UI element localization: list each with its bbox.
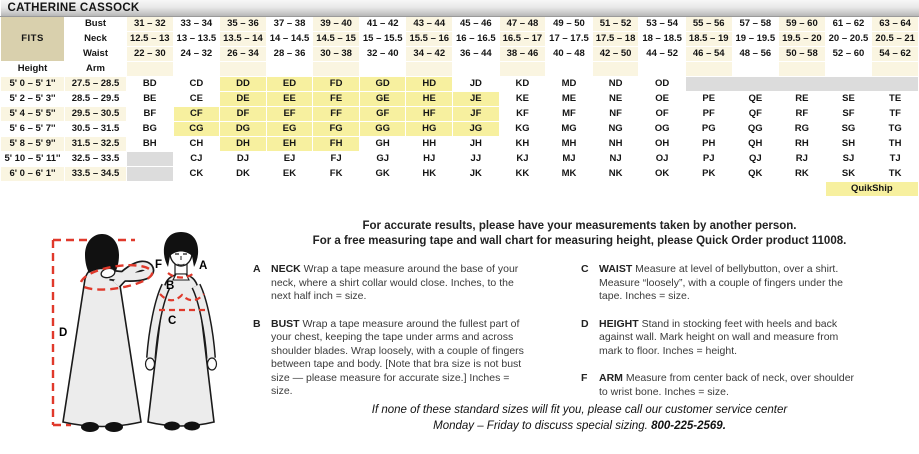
unavailable-cell	[127, 151, 174, 166]
measure-range-cell: 51 – 52	[592, 16, 639, 31]
size-code: MF	[546, 106, 593, 121]
size-code: FF	[313, 106, 360, 121]
size-code: SG	[825, 121, 872, 136]
measure-range-cell: 22 – 30	[127, 46, 174, 61]
size-code: HJ	[406, 151, 453, 166]
size-code: HD	[406, 76, 453, 91]
measure-label: Bust	[65, 16, 127, 31]
measure-range-cell: 49 – 50	[546, 16, 593, 31]
spacer-cell	[220, 61, 267, 76]
measure-range-cell: 28 – 36	[266, 46, 313, 61]
fits-cell: FITS	[1, 16, 65, 61]
height-arm-header-row	[1, 61, 919, 76]
size-row	[1, 136, 919, 151]
spacer-cell	[592, 61, 639, 76]
measure-range-cell: 15.5 – 16	[406, 31, 453, 46]
measure-range-cell: 34 – 42	[406, 46, 453, 61]
size-code: NG	[592, 121, 639, 136]
size-code: GJ	[359, 151, 406, 166]
spacer-cell	[825, 61, 872, 76]
measure-range-cell: 32 – 40	[359, 46, 406, 61]
size-code: KJ	[499, 151, 546, 166]
label-a: A	[199, 260, 208, 272]
arm-range: 31.5 – 32.5	[65, 136, 127, 151]
size-code: CH	[173, 136, 220, 151]
size-code: ME	[546, 91, 593, 106]
size-code: DK	[220, 166, 267, 181]
size-code: GH	[359, 136, 406, 151]
measure-range-cell: 17.5 – 18	[592, 31, 639, 46]
size-code: CD	[173, 76, 220, 91]
measure-range-cell: 13 – 13.5	[173, 31, 220, 46]
measure-range-cell: 24 – 32	[173, 46, 220, 61]
size-code: PH	[685, 136, 732, 151]
size-code: KF	[499, 106, 546, 121]
size-code: PK	[685, 166, 732, 181]
intro-line-2: For a free measuring tape and wall chart for measuring height, please Quick Order product 11008.	[312, 235, 847, 247]
height-range: 5' 2 – 5' 3''	[1, 91, 65, 106]
size-code: OF	[639, 106, 686, 121]
instruction-text: WAIST Measure at level of bellybutton, over a shirt. Measure “loosely”, with a couple of fingers under the tape. Inches = size.	[599, 263, 843, 302]
measure-range-cell: 46 – 54	[685, 46, 732, 61]
size-code: GD	[359, 76, 406, 91]
measure-range-cell: 43 – 44	[406, 16, 453, 31]
size-code: TK	[872, 166, 919, 181]
size-code: CK	[173, 166, 220, 181]
measure-range-cell: 63 – 64	[872, 16, 919, 31]
instruction-item	[581, 263, 893, 304]
spacer-cell	[499, 61, 546, 76]
size-code: OE	[639, 91, 686, 106]
size-code: CJ	[173, 151, 220, 166]
size-code: EF	[266, 106, 313, 121]
measure-range-cell: 20.5 – 21	[872, 31, 919, 46]
size-code: SE	[825, 91, 872, 106]
size-code: CG	[173, 121, 220, 136]
size-code: RG	[779, 121, 826, 136]
size-code: DH	[220, 136, 267, 151]
size-code: OH	[639, 136, 686, 151]
spacer-cell	[359, 61, 406, 76]
size-code: MG	[546, 121, 593, 136]
measure-range-cell: 45 – 46	[453, 16, 500, 31]
arm-range: 28.5 – 29.5	[65, 91, 127, 106]
size-code: TG	[872, 121, 919, 136]
spacer-cell	[266, 61, 313, 76]
size-code: QJ	[732, 151, 779, 166]
arm-range: 33.5 – 34.5	[65, 166, 127, 181]
size-code: QH	[732, 136, 779, 151]
fits-row	[1, 16, 919, 31]
size-code: PF	[685, 106, 732, 121]
size-code: MK	[546, 166, 593, 181]
instruction-letter: A	[253, 263, 261, 275]
label-b: B	[166, 280, 175, 292]
special-sizing-note	[240, 402, 919, 434]
size-code: OG	[639, 121, 686, 136]
arm-header: Arm	[65, 61, 127, 76]
spacer-cell	[872, 61, 919, 76]
unavailable-cell	[685, 76, 918, 91]
size-code: EE	[266, 91, 313, 106]
size-chart-table	[0, 0, 919, 197]
size-code: KE	[499, 91, 546, 106]
size-code: ND	[592, 76, 639, 91]
size-code: PE	[685, 91, 732, 106]
intro-line-1: For accurate results, please have your measurements taken by another person.	[362, 220, 797, 232]
label-c: C	[168, 315, 177, 327]
size-code: PJ	[685, 151, 732, 166]
size-code: HG	[406, 121, 453, 136]
size-code: BG	[127, 121, 174, 136]
size-code: NH	[592, 136, 639, 151]
measure-range-cell: 19.5 – 20	[779, 31, 826, 46]
size-code: JG	[453, 121, 500, 136]
intro-text	[240, 219, 919, 249]
spacer-cell	[313, 61, 360, 76]
measure-range-cell: 14 – 14.5	[266, 31, 313, 46]
measure-range-cell: 14.5 – 15	[313, 31, 360, 46]
instruction-letter: B	[253, 317, 261, 330]
instruction-item	[253, 263, 553, 304]
size-code: BE	[127, 91, 174, 106]
spacer-cell	[127, 61, 174, 76]
size-code: GK	[359, 166, 406, 181]
instruction-term: HEIGHT	[599, 317, 639, 330]
size-code: FH	[313, 136, 360, 151]
measure-range-cell: 39 – 40	[313, 16, 360, 31]
size-chart-body	[1, 0, 919, 196]
size-code: KD	[499, 76, 546, 91]
size-code: FD	[313, 76, 360, 91]
size-code: EK	[266, 166, 313, 181]
size-row	[1, 106, 919, 121]
size-code: NF	[592, 106, 639, 121]
instruction-item	[581, 372, 893, 399]
size-code: EG	[266, 121, 313, 136]
spacer-cell	[732, 61, 779, 76]
size-code: SJ	[825, 151, 872, 166]
unavailable-cell	[127, 166, 174, 181]
spacer-cell	[173, 61, 220, 76]
size-code: JE	[453, 91, 500, 106]
size-code: FE	[313, 91, 360, 106]
size-code: DF	[220, 106, 267, 121]
label-d: D	[59, 327, 68, 339]
size-row	[1, 76, 919, 91]
instruction-text: NECK Wrap a tape measure around the base of your neck, where a shirt collar would close. Inches, to the next half inch = size.	[271, 263, 519, 302]
size-code: DD	[220, 76, 267, 91]
measure-range-cell: 18 – 18.5	[639, 31, 686, 46]
measure-range-cell: 18.5 – 19	[685, 31, 732, 46]
size-code: QG	[732, 121, 779, 136]
size-code: NJ	[592, 151, 639, 166]
size-code: SK	[825, 166, 872, 181]
size-code: QF	[732, 106, 779, 121]
size-code: JJ	[453, 151, 500, 166]
arm-range: 32.5 – 33.5	[65, 151, 127, 166]
measure-range-cell: 41 – 42	[359, 16, 406, 31]
size-code: RJ	[779, 151, 826, 166]
size-code: KH	[499, 136, 546, 151]
height-range: 5' 8 – 5' 9''	[1, 136, 65, 151]
size-row	[1, 91, 919, 106]
size-code: RK	[779, 166, 826, 181]
size-code: MJ	[546, 151, 593, 166]
size-code: MH	[546, 136, 593, 151]
size-code: SH	[825, 136, 872, 151]
measure-range-cell: 54 – 62	[872, 46, 919, 61]
measure-range-cell: 57 – 58	[732, 16, 779, 31]
arm-range: 30.5 – 31.5	[65, 121, 127, 136]
instruction-item	[253, 318, 553, 399]
arm-range: 27.5 – 28.5	[65, 76, 127, 91]
size-code: GE	[359, 91, 406, 106]
footer-line-2: Monday – Friday to discuss special sizing. 800-225-2569.	[433, 420, 726, 432]
instruction-text: HEIGHT Stand in stocking feet with heels and back against wall. Mark height on wall and measure from mark to floor. Inches = height.	[599, 317, 839, 357]
size-code: JD	[453, 76, 500, 91]
measure-range-cell: 50 – 58	[779, 46, 826, 61]
instructions-col-right	[581, 263, 893, 413]
footer-line-1: If none of these standard sizes will fit you, please call our customer service center	[371, 404, 788, 416]
size-code: BD	[127, 76, 174, 91]
size-code: ED	[266, 76, 313, 91]
size-code: OD	[639, 76, 686, 91]
instruction-item	[581, 318, 893, 359]
size-code: EJ	[266, 151, 313, 166]
size-code: NK	[592, 166, 639, 181]
size-code: SF	[825, 106, 872, 121]
measure-label: Waist	[65, 46, 127, 61]
measure-range-cell: 55 – 56	[685, 16, 732, 31]
instruction-text: BUST Wrap a tape measure around the fullest part of your chest, keeping the tape under arms and across shoulder blades. Wrap loosely, with a couple of fingers between tape and body. [Note that bra size is not bust size — please measure for accurate size.] Inches = size.	[271, 317, 524, 397]
size-code: KK	[499, 166, 546, 181]
measurement-diagram	[36, 228, 250, 452]
size-code: DG	[220, 121, 267, 136]
measure-range-cell: 36 – 44	[453, 46, 500, 61]
size-code: FG	[313, 121, 360, 136]
measure-range-cell: 44 – 52	[639, 46, 686, 61]
arm-range: 29.5 – 30.5	[65, 106, 127, 121]
measure-range-cell: 47 – 48	[499, 16, 546, 31]
size-code: CF	[173, 106, 220, 121]
measure-range-cell: 42 – 50	[592, 46, 639, 61]
size-code: BH	[127, 136, 174, 151]
quikship-badge: QuikShip	[825, 181, 918, 196]
spacer-cell	[406, 61, 453, 76]
phone-number: 800-225-2569.	[651, 420, 726, 432]
size-code: QK	[732, 166, 779, 181]
size-code: GF	[359, 106, 406, 121]
size-code: JF	[453, 106, 500, 121]
figure-back-view	[63, 234, 149, 432]
measure-range-cell: 15 – 15.5	[359, 31, 406, 46]
measure-range-cell: 16.5 – 17	[499, 31, 546, 46]
size-code: OJ	[639, 151, 686, 166]
measure-range-cell: 38 – 46	[499, 46, 546, 61]
size-code: RF	[779, 106, 826, 121]
size-code: RE	[779, 91, 826, 106]
fits-row	[1, 46, 919, 61]
label-f: F	[155, 259, 163, 271]
spacer-cell	[685, 61, 732, 76]
measure-range-cell: 52 – 60	[825, 46, 872, 61]
size-code: PG	[685, 121, 732, 136]
height-header: Height	[1, 61, 65, 76]
size-code: TH	[872, 136, 919, 151]
size-code: HK	[406, 166, 453, 181]
measure-range-cell: 17 – 17.5	[546, 31, 593, 46]
measure-range-cell: 53 – 54	[639, 16, 686, 31]
table-title: CATHERINE CASSOCK	[1, 0, 919, 16]
size-code: TF	[872, 106, 919, 121]
measure-range-cell: 31 – 32	[127, 16, 174, 31]
measure-range-cell: 26 – 34	[220, 46, 267, 61]
size-row	[1, 151, 919, 166]
size-code: FJ	[313, 151, 360, 166]
instruction-letter: C	[581, 263, 589, 275]
measure-range-cell: 37 – 38	[266, 16, 313, 31]
quikship-row	[1, 181, 919, 196]
measurement-instructions	[253, 263, 893, 413]
instructions-col-left	[253, 263, 553, 413]
size-code: TJ	[872, 151, 919, 166]
size-code: TE	[872, 91, 919, 106]
fits-row	[1, 31, 919, 46]
size-code: NE	[592, 91, 639, 106]
measure-range-cell: 48 – 56	[732, 46, 779, 61]
spacer-cell	[639, 61, 686, 76]
instruction-term: ARM	[599, 372, 623, 384]
instruction-term: BUST	[271, 317, 300, 330]
instruction-letter: F	[581, 372, 588, 384]
size-code: KG	[499, 121, 546, 136]
measure-range-cell: 40 – 48	[546, 46, 593, 61]
size-code: QE	[732, 91, 779, 106]
size-code: EH	[266, 136, 313, 151]
instruction-term: WAIST	[599, 263, 633, 275]
instruction-text: ARM Measure from center back of neck, over shoulder to wrist bone. Inches = size.	[599, 372, 855, 398]
measure-range-cell: 16 – 16.5	[453, 31, 500, 46]
size-code: HF	[406, 106, 453, 121]
size-code: JK	[453, 166, 500, 181]
height-range: 6' 0 – 6' 1''	[1, 166, 65, 181]
size-code: DJ	[220, 151, 267, 166]
instruction-letter: D	[581, 317, 589, 330]
measure-range-cell: 13.5 – 14	[220, 31, 267, 46]
measure-label: Neck	[65, 31, 127, 46]
size-code: MD	[546, 76, 593, 91]
measure-range-cell: 35 – 36	[220, 16, 267, 31]
height-range: 5' 10 – 5' 11''	[1, 151, 65, 166]
size-code: OK	[639, 166, 686, 181]
size-code: JH	[453, 136, 500, 151]
size-row	[1, 166, 919, 181]
height-range: 5' 6 – 5' 7''	[1, 121, 65, 136]
measure-range-cell: 30 – 38	[313, 46, 360, 61]
instruction-term: NECK	[271, 263, 301, 275]
measure-range-cell: 19 – 19.5	[732, 31, 779, 46]
measure-range-cell: 12.5 – 13	[127, 31, 174, 46]
size-code: CE	[173, 91, 220, 106]
size-row	[1, 121, 919, 136]
size-code: FK	[313, 166, 360, 181]
size-code: DE	[220, 91, 267, 106]
spacer-cell	[779, 61, 826, 76]
height-range: 5' 4 – 5' 5''	[1, 106, 65, 121]
hair-back	[85, 234, 119, 273]
size-code: RH	[779, 136, 826, 151]
height-range: 5' 0 – 5' 1''	[1, 76, 65, 91]
measure-range-cell: 33 – 34	[173, 16, 220, 31]
measure-range-cell: 61 – 62	[825, 16, 872, 31]
spacer-cell	[546, 61, 593, 76]
size-code: HE	[406, 91, 453, 106]
size-code: BF	[127, 106, 174, 121]
spacer-cell	[453, 61, 500, 76]
measure-range-cell: 59 – 60	[779, 16, 826, 31]
size-code: GG	[359, 121, 406, 136]
measure-range-cell: 20 – 20.5	[825, 31, 872, 46]
size-code: HH	[406, 136, 453, 151]
